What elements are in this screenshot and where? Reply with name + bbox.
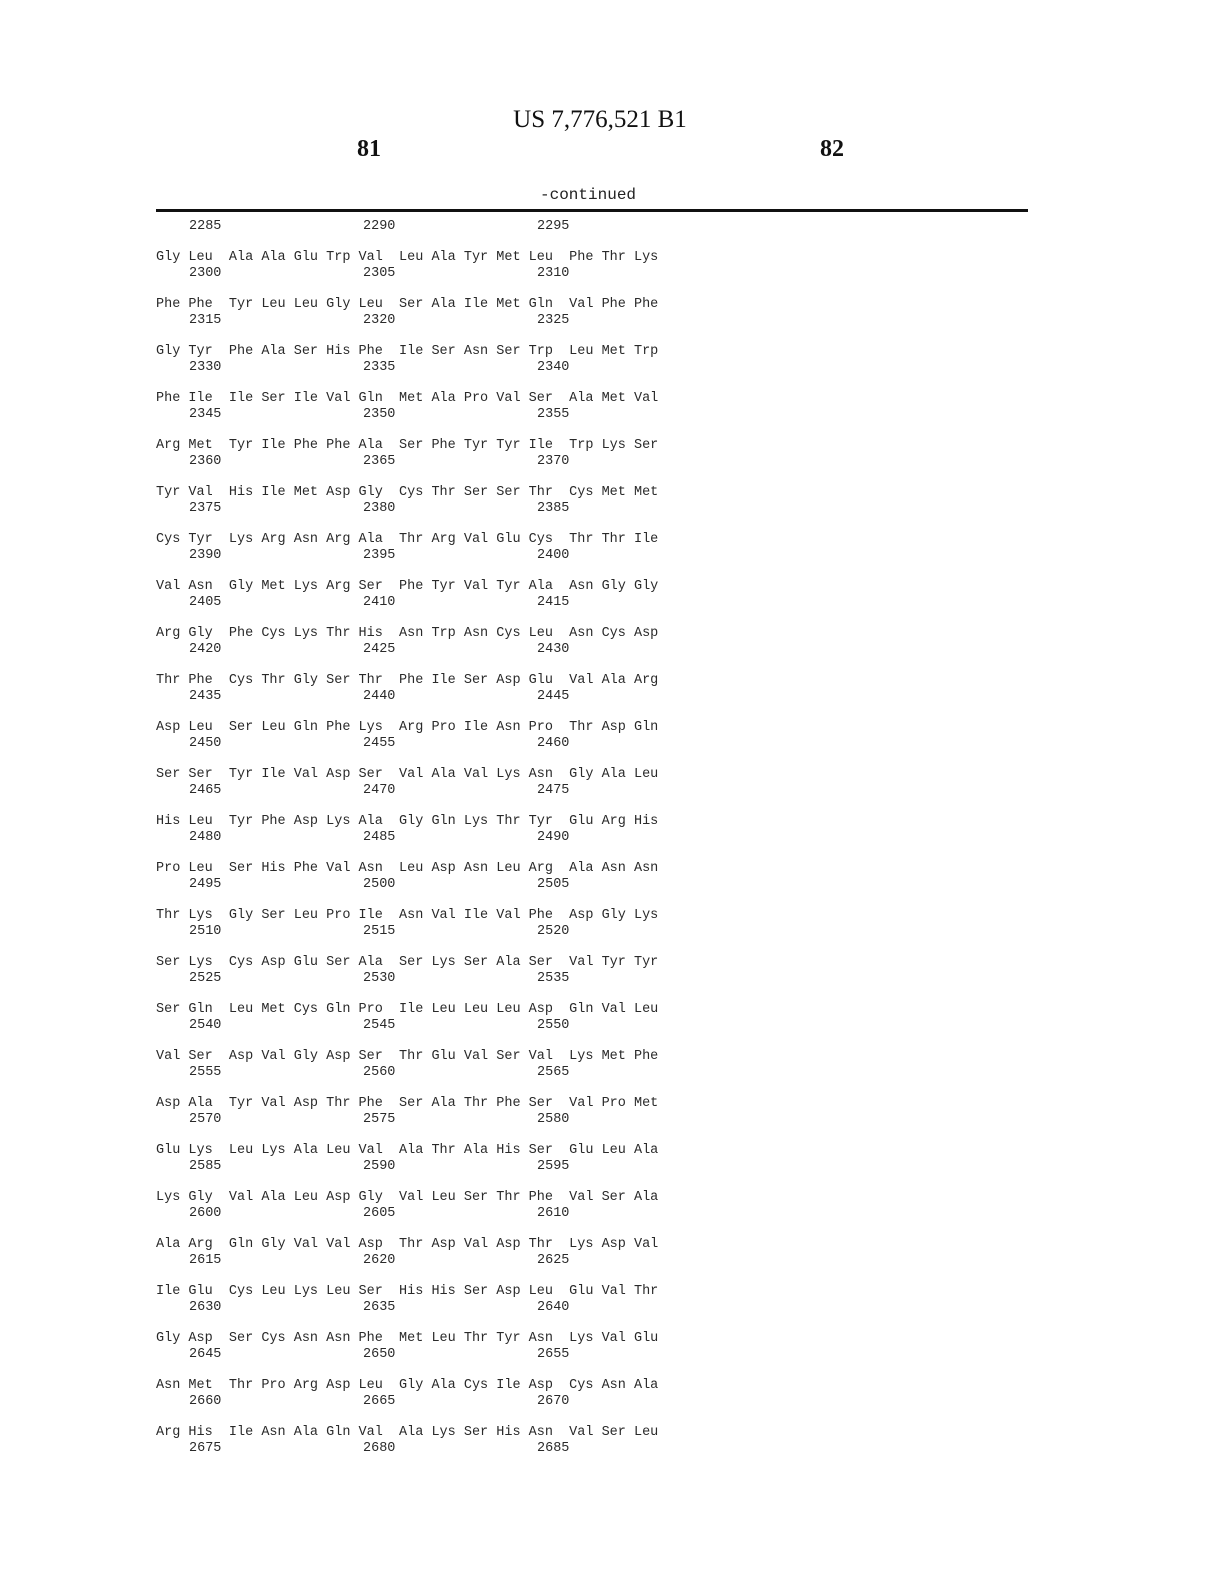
- position-numbers-row: [156, 1018, 658, 1034]
- sequence-block: [156, 297, 658, 328]
- position-numbers-row: [156, 924, 658, 940]
- sequence-block: [156, 1049, 658, 1080]
- position-number: 2310: [537, 265, 570, 281]
- position-number: 2425: [363, 641, 396, 657]
- amino-acid-row: Glu Lys Leu Lys Ala Leu Val Ala Thr Ala His Ser Glu Leu Ala: [156, 1143, 659, 1158]
- amino-acid-row: Phe Phe Tyr Leu Leu Gly Leu Ser Ala Ile Met Gln Val Phe Phe: [156, 297, 659, 312]
- position-number: 2590: [363, 1158, 396, 1174]
- position-number: 2430: [537, 641, 570, 657]
- position-number: 2435: [189, 688, 222, 704]
- sequence-block: [156, 1096, 658, 1127]
- amino-acid-row: Cys Tyr Lys Arg Asn Arg Ala Thr Arg Val Glu Cys Thr Thr Ile: [156, 532, 659, 547]
- sequence-block: [156, 861, 658, 892]
- amino-acid-row: Phe Ile Ile Ser Ile Val Gln Met Ala Pro Val Ser Ala Met Val: [156, 391, 659, 406]
- sequence-block: [156, 673, 658, 704]
- position-number: 2440: [363, 688, 396, 704]
- position-numbers-row: [156, 1159, 658, 1175]
- right-page-number: 82: [820, 136, 844, 162]
- position-number: 2575: [363, 1111, 396, 1127]
- position-numbers-row: [156, 877, 658, 893]
- continued-label: -continued: [540, 186, 637, 204]
- position-number: 2375: [189, 500, 222, 516]
- sequence-block: [156, 344, 658, 375]
- position-number: 2650: [363, 1346, 396, 1362]
- position-number: 2400: [537, 547, 570, 563]
- sequence-block: [156, 579, 658, 610]
- amino-acid-row: Arg Met Tyr Ile Phe Phe Ala Ser Phe Tyr Tyr Ile Trp Lys Ser: [156, 438, 659, 453]
- amino-acid-row: Gly Tyr Phe Ala Ser His Phe Ile Ser Asn Ser Trp Leu Met Trp: [156, 344, 659, 359]
- position-number: 2370: [537, 453, 570, 469]
- position-number: 2505: [537, 876, 570, 892]
- position-number: 2415: [537, 594, 570, 610]
- position-number: 2610: [537, 1205, 570, 1221]
- position-number: 2595: [537, 1158, 570, 1174]
- position-numbers-row: [156, 1065, 658, 1081]
- position-number: 2475: [537, 782, 570, 798]
- sequence-block: [156, 626, 658, 657]
- position-number: 2480: [189, 829, 222, 845]
- position-number: 2345: [189, 406, 222, 422]
- position-numbers-row: [156, 689, 658, 705]
- amino-acid-row: Thr Phe Cys Thr Gly Ser Thr Phe Ile Ser Asp Glu Val Ala Arg: [156, 673, 659, 688]
- position-number: 2630: [189, 1299, 222, 1315]
- position-numbers-row: [156, 1300, 658, 1316]
- sequence-block: [156, 1378, 658, 1409]
- position-number: 2520: [537, 923, 570, 939]
- position-number: 2455: [363, 735, 396, 751]
- position-number: 2685: [537, 1440, 570, 1456]
- position-number: 2570: [189, 1111, 222, 1127]
- position-numbers-row: [156, 360, 658, 376]
- position-number: 2660: [189, 1393, 222, 1409]
- position-number: 2605: [363, 1205, 396, 1221]
- position-numbers-row: [156, 1441, 658, 1457]
- position-number: 2555: [189, 1064, 222, 1080]
- header-rule: [156, 209, 1028, 212]
- position-number: 2295: [537, 219, 570, 234]
- position-number: 2330: [189, 359, 222, 375]
- position-number: 2410: [363, 594, 396, 610]
- position-number: 2360: [189, 453, 222, 469]
- position-number: 2635: [363, 1299, 396, 1315]
- sequence-block: [156, 720, 658, 751]
- sequence-block: [156, 1143, 658, 1174]
- sequence-block: [156, 532, 658, 563]
- position-number: 2565: [537, 1064, 570, 1080]
- position-number: 2665: [363, 1393, 396, 1409]
- position-number: 2420: [189, 641, 222, 657]
- position-number: 2670: [537, 1393, 570, 1409]
- position-number: 2450: [189, 735, 222, 751]
- position-number: 2315: [189, 312, 222, 328]
- amino-acid-row: Arg His Ile Asn Ala Gln Val Ala Lys Ser His Asn Val Ser Leu: [156, 1425, 659, 1440]
- position-number: 2385: [537, 500, 570, 516]
- position-numbers-row: [156, 454, 658, 470]
- position-numbers-row: [156, 1347, 658, 1363]
- position-number: 2405: [189, 594, 222, 610]
- amino-acid-row: Thr Lys Gly Ser Leu Pro Ile Asn Val Ile Val Phe Asp Gly Lys: [156, 908, 659, 923]
- position-numbers-row: [156, 595, 658, 611]
- position-number: 2545: [363, 1017, 396, 1033]
- position-numbers-row: [156, 830, 658, 846]
- position-number: 2320: [363, 312, 396, 328]
- position-number: 2550: [537, 1017, 570, 1033]
- position-number: 2640: [537, 1299, 570, 1315]
- position-number: 2325: [537, 312, 570, 328]
- sequence-block: [156, 1425, 658, 1456]
- position-numbers-row: [156, 971, 658, 987]
- sequence-block: [156, 955, 658, 986]
- position-numbers-row: [156, 783, 658, 799]
- position-number: 2625: [537, 1252, 570, 1268]
- position-number: 2645: [189, 1346, 222, 1362]
- sequence-block: [156, 767, 658, 798]
- position-number: 2600: [189, 1205, 222, 1221]
- position-number: 2655: [537, 1346, 570, 1362]
- sequence-block: [156, 1284, 658, 1315]
- position-number: 2300: [189, 265, 222, 281]
- position-numbers-row: [156, 501, 658, 517]
- position-number: 2560: [363, 1064, 396, 1080]
- position-number: 2460: [537, 735, 570, 751]
- amino-acid-row: His Leu Tyr Phe Asp Lys Ala Gly Gln Lys Thr Tyr Glu Arg His: [156, 814, 659, 829]
- position-number: 2350: [363, 406, 396, 422]
- amino-acid-row: Gly Asp Ser Cys Asn Asn Phe Met Leu Thr Tyr Asn Lys Val Glu: [156, 1331, 659, 1346]
- position-number: 2525: [189, 970, 222, 986]
- position-number: 2470: [363, 782, 396, 798]
- position-numbers-row: [156, 313, 658, 329]
- position-number: 2305: [363, 265, 396, 281]
- position-number: 2380: [363, 500, 396, 516]
- position-number: 2490: [537, 829, 570, 845]
- sequence-block: [156, 814, 658, 845]
- amino-acid-row: Ser Lys Cys Asp Glu Ser Ala Ser Lys Ser Ala Ser Val Tyr Tyr: [156, 955, 659, 970]
- position-number: 2510: [189, 923, 222, 939]
- position-numbers-row: [156, 548, 658, 564]
- position-numbers-row: [156, 266, 658, 282]
- amino-acid-row: Tyr Val His Ile Met Asp Gly Cys Thr Ser Ser Thr Cys Met Met: [156, 485, 659, 500]
- sequence-block: [156, 250, 658, 281]
- amino-acid-row: Ala Arg Gln Gly Val Val Asp Thr Asp Val Asp Thr Lys Asp Val: [156, 1237, 659, 1252]
- amino-acid-row: Asp Ala Tyr Val Asp Thr Phe Ser Ala Thr Phe Ser Val Pro Met: [156, 1096, 659, 1111]
- position-number: 2615: [189, 1252, 222, 1268]
- amino-acid-row: Ser Ser Tyr Ile Val Asp Ser Val Ala Val Lys Asn Gly Ala Leu: [156, 767, 659, 782]
- position-number: 2395: [363, 547, 396, 563]
- amino-acid-row: Ile Glu Cys Leu Lys Leu Ser His His Ser Asp Leu Glu Val Thr: [156, 1284, 659, 1299]
- amino-acid-row: Arg Gly Phe Cys Lys Thr His Asn Trp Asn Cys Leu Asn Cys Asp: [156, 626, 659, 641]
- position-number: 2585: [189, 1158, 222, 1174]
- position-number: 2485: [363, 829, 396, 845]
- position-number: 2465: [189, 782, 222, 798]
- position-number: 2530: [363, 970, 396, 986]
- position-numbers-row: [156, 642, 658, 658]
- position-number: 2390: [189, 547, 222, 563]
- amino-acid-row: Ser Gln Leu Met Cys Gln Pro Ile Leu Leu Leu Asp Gln Val Leu: [156, 1002, 659, 1017]
- position-number: 2515: [363, 923, 396, 939]
- sequence-block: [156, 438, 658, 469]
- position-number: 2680: [363, 1440, 396, 1456]
- amino-acid-row: Asn Met Thr Pro Arg Asp Leu Gly Ala Cys Ile Asp Cys Asn Ala: [156, 1378, 659, 1393]
- sequence-block: [156, 1002, 658, 1033]
- position-number: 2340: [537, 359, 570, 375]
- position-numbers-row: [156, 407, 658, 423]
- amino-acid-row: Asp Leu Ser Leu Gln Phe Lys Arg Pro Ile Asn Pro Thr Asp Gln: [156, 720, 659, 735]
- position-number: 2285: [189, 219, 222, 234]
- position-number: 2290: [363, 219, 396, 234]
- amino-acid-row: Val Ser Asp Val Gly Asp Ser Thr Glu Val Ser Val Lys Met Phe: [156, 1049, 659, 1064]
- position-numbers-row: [156, 1206, 658, 1222]
- amino-acid-row: Gly Leu Ala Ala Glu Trp Val Leu Ala Tyr Met Leu Phe Thr Lys: [156, 250, 659, 265]
- position-number: 2445: [537, 688, 570, 704]
- position-number: 2365: [363, 453, 396, 469]
- position-number: 2675: [189, 1440, 222, 1456]
- amino-acid-row: Pro Leu Ser His Phe Val Asn Leu Asp Asn Leu Arg Ala Asn Asn: [156, 861, 659, 876]
- position-number: 2495: [189, 876, 222, 892]
- sequence-block: [156, 1190, 658, 1221]
- amino-acid-row: Val Asn Gly Met Lys Arg Ser Phe Tyr Val Tyr Ala Asn Gly Gly: [156, 579, 659, 594]
- position-number: 2620: [363, 1252, 396, 1268]
- position-number: 2540: [189, 1017, 222, 1033]
- position-number: 2355: [537, 406, 570, 422]
- position-numbers-row: [156, 1112, 658, 1128]
- sequence-block: [156, 1331, 658, 1362]
- sequence-block: [156, 485, 658, 516]
- position-number: 2500: [363, 876, 396, 892]
- sequence-block: [156, 1237, 658, 1268]
- position-numbers-row: [156, 1394, 658, 1410]
- left-page-number: 81: [357, 136, 381, 162]
- position-numbers-row: [156, 736, 658, 752]
- sequence-block: [156, 908, 658, 939]
- position-number: 2535: [537, 970, 570, 986]
- patent-number: US 7,776,521 B1: [513, 106, 687, 133]
- position-number: 2335: [363, 359, 396, 375]
- amino-acid-row: Lys Gly Val Ala Leu Asp Gly Val Leu Ser Thr Phe Val Ser Ala: [156, 1190, 659, 1205]
- sequence-listing: [156, 219, 658, 1472]
- position-numbers-row: [156, 219, 658, 235]
- sequence-block: [156, 391, 658, 422]
- position-numbers-row: [156, 1253, 658, 1269]
- position-number: 2580: [537, 1111, 570, 1127]
